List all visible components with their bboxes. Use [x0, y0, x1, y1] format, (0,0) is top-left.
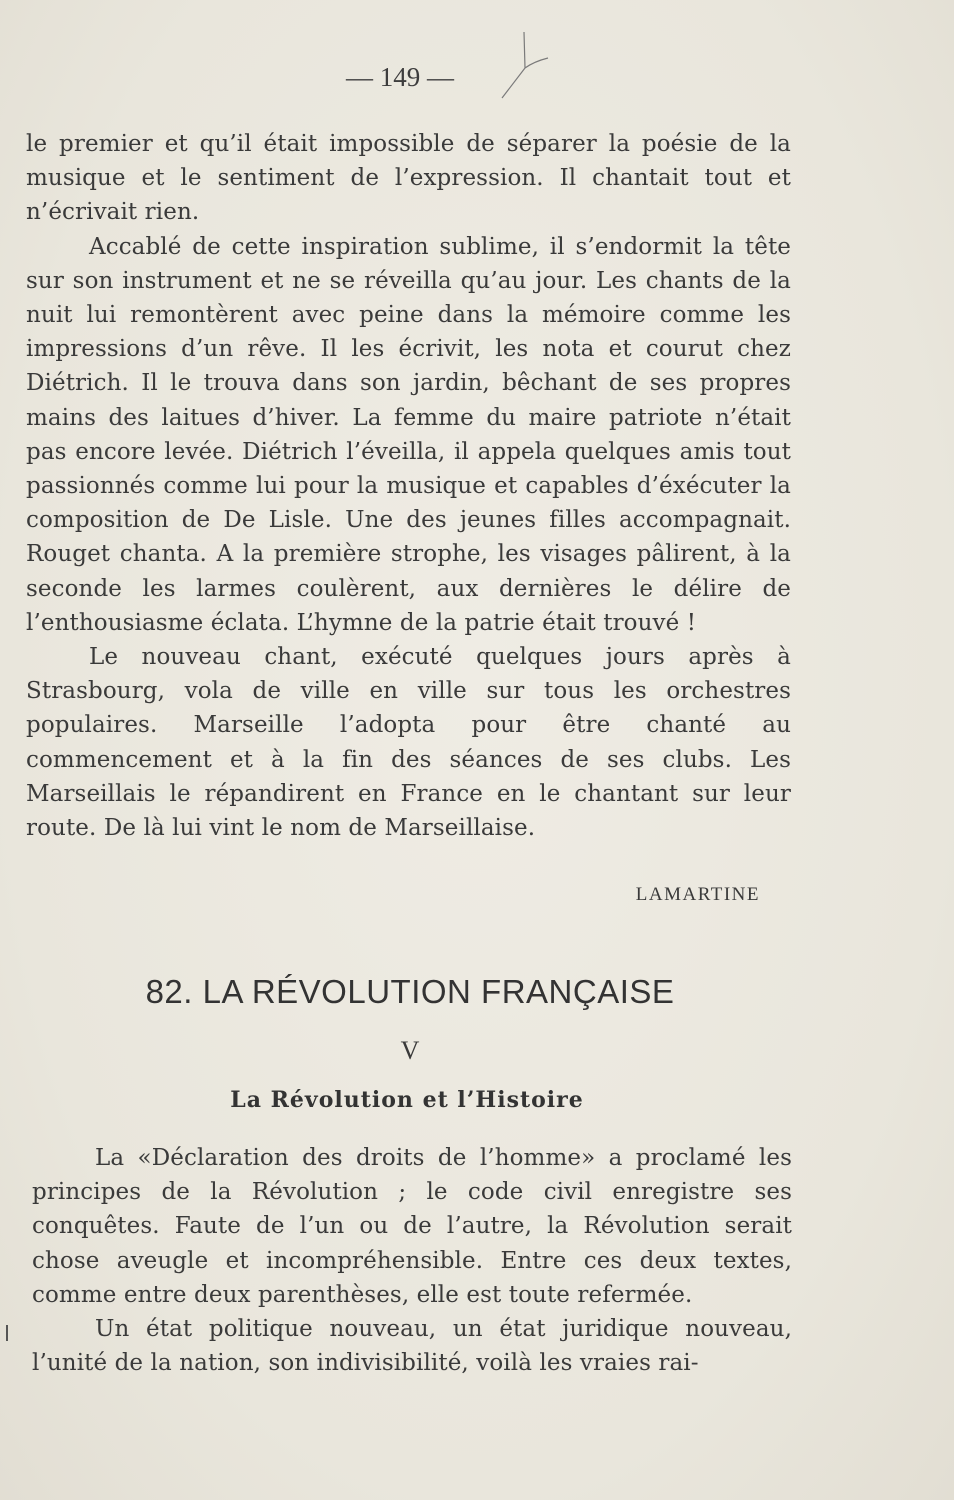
- passage-paragraph-1: le premier et qu’il était impossible de séparer la poésie de la musique et le sentiment de l’expression. Il chantait tout et n’écrivait rien.: [26, 131, 791, 226]
- chapter-paragraph-2: Un état politique nouveau, un état juridique nouveau, l’unité de la nation, son indivisibilité, voilà les vraies rai-: [32, 1316, 792, 1377]
- author-attribution: LAMARTINE: [635, 884, 760, 905]
- part-numeral: V: [400, 1036, 420, 1065]
- chapter-paragraph-1: La «Déclaration des droits de l’homme» a proclamé les principes de la Révolution ; le code civil enregistre ses conquêtes. Faute de l’un ou de l’autre, la Révolution serait chose aveugle et incompréhensible. Entre ces deux textes, comme entre deux parenthèses, elle est toute refermée.: [32, 1145, 792, 1308]
- page-number: — 149 —: [346, 62, 454, 92]
- passage-paragraph-2: Accablé de cette inspiration sublime, il s’endormit la tête sur son instrument et ne se réveilla qu’au jour. Les chants de la nuit lui remontèrent avec peine dans la mémoire comme les impressions d’un rêve. Il les écrivit, les nota et courut chez Diétrich. Il le trouva dans son jardin, bêchant de ses propres mains des laitues d’hiver. La femme du maire patriote n’était pas encore levée. Diétrich l’éveilla, il appela quelques amis tout passionnés comme lui pour la musique et capables d’éxécuter la composition de De Lisle. Une des jeunes filles accompagnait. Rouget chanta. A la première strophe, les visages pâlirent, à la seconde les larmes coulèrent, aux dernières le délire de l’enthousiasme éclata. L’hymne de la patrie était trouvé !: [26, 233, 791, 636]
- lamartine-passage: [26, 127, 791, 845]
- margin-mark: [6, 1325, 8, 1341]
- chapter-text: [32, 1141, 792, 1380]
- pencil-mark-icon: [496, 28, 556, 108]
- chapter-title: 82. LA RÉVOLUTION FRANÇAISE: [145, 973, 675, 1010]
- section-heading: La Révolution et l’Histoire: [230, 1087, 584, 1113]
- passage-paragraph-3: Le nouveau chant, exécuté quelques jours après à Strasbourg, vola de ville en ville sur tous les orchestres populaires. Marseille l’adopta pour être chanté au commencement et à la fin des séances de ses clubs. Les Marseillais le répandirent en France en le chantant sur leur route. De là lui vint le nom de Marseillaise.: [26, 644, 791, 842]
